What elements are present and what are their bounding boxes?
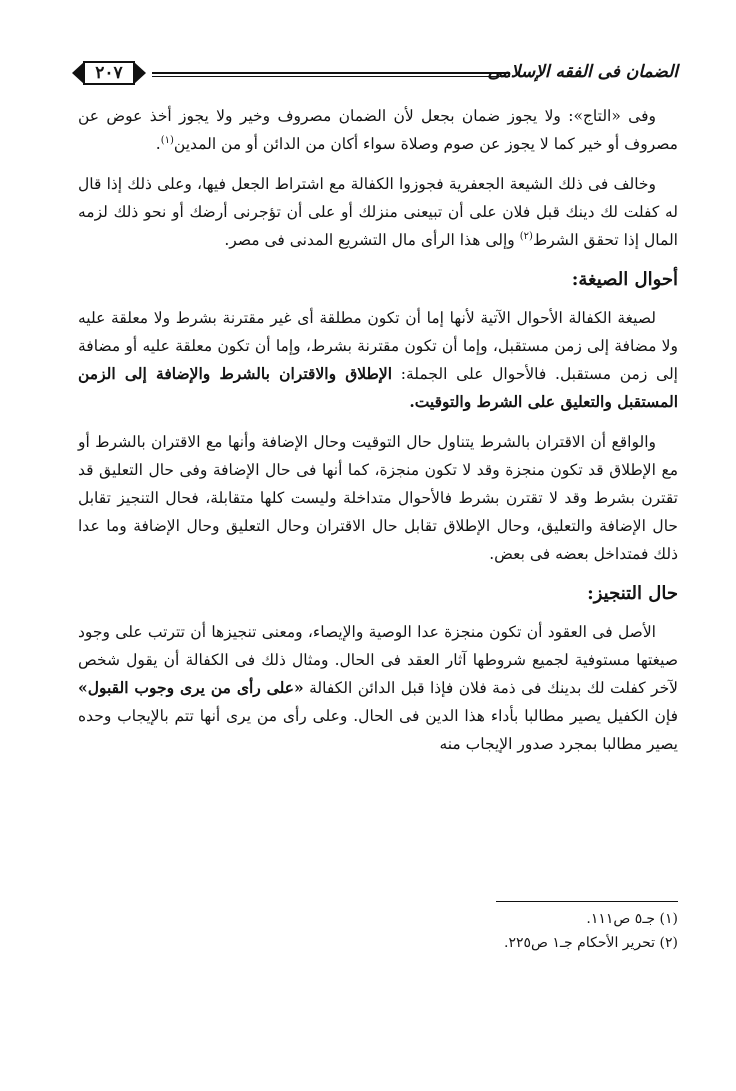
paragraph-text: وخالف فى ذلك الشيعة الجعفرية فجوزوا الكفالة مع اشتراط الجعل فيها، وعلى ذلك إذا قال له كفلت لك دينك قبل فلان على أن تبيعنى منزلك أو على أن تؤجرنى أرضك أو نحو ذلك لزمه المال إذا تحقق الشرط xyxy=(78,175,678,249)
page-number-frame xyxy=(70,60,148,86)
section-heading-formula-states: أحوال الصيغة: xyxy=(571,269,678,290)
footnotes xyxy=(258,907,678,955)
paragraph-origin xyxy=(78,618,678,758)
paragraph-reality: والواقع أن الاقتران بالشرط يتناول حال التوقيت وحال الإضافة وأنها مع الاقتران بالشرط أو مع الإطلاق قد تكون منجزة وقد لا تكون منجزة، كما أنها فى حال الإضافة وفى حال التعليق قد تقترن بشرط وقد لا تقترن بشرط فالأحوال متداخلة وليست كلها متقابلة، فحال التنجيز تقابل حال الإضافة والتعليق، وحال الإطلاق تقابل حال الاقتران وحال التعليق وحال الإضافة وما عدا ذلك فمتداخل بعضه فى بعض. xyxy=(78,433,678,563)
body-text xyxy=(78,102,678,770)
running-header xyxy=(70,58,682,92)
paragraph-states xyxy=(78,304,678,416)
paragraph-bold-text: «على رأى من يرى وجوب القبول» xyxy=(78,678,304,697)
paragraph-text: لصيغة الكفالة الأحوال الآتية لأنها إما أن تكون مطلقة أى غير مقترنة بشرط ولا معلقة عليه ولا مضافة إلى زمن مستقبل، وإما أن تكون مقترنة بشرط، وإما أن تكون معلقة عليه أو مضافة إلى زمن مستقبل. فالأحوال على الجملة: xyxy=(78,309,678,383)
paragraph-tail: وإلى هذا الرأى مال التشريع المدنى فى مصر. xyxy=(224,231,520,249)
footnote-2: (٢) تحرير الأحكام جـ١ ص٢٢٥. xyxy=(504,935,678,951)
paragraph-taj xyxy=(78,102,678,158)
section-heading-immediacy: حال التنجيز: xyxy=(587,583,678,604)
paragraph-shia xyxy=(78,170,678,254)
footnote-ref-2: (٢) xyxy=(519,230,533,242)
paragraph-tail: فإن الكفيل يصير مطالبا بأداء هذا الدين فى الحال. وعلى رأى من يرى أنها تتم بالإيجاب وحده يصير مطالبا بمجرد صدور الإيجاب منه xyxy=(78,707,678,753)
page-number: ٢٠٧ xyxy=(95,63,123,83)
paragraph-text: وفى «التاج»: ولا يجوز ضمان بجعل لأن الضمان مصروف وخير ولا يجوز أخذ عوض عن مصروف أو خير كما لا يجوز عن صوم وصلاة سواء أكان من الدائن أو من المدين xyxy=(78,107,678,153)
footnote-rule xyxy=(496,901,678,902)
footnote-1: (١) جـ٥ ص١١١. xyxy=(586,911,678,927)
book-title: الضمان فى الفقه الإسلامى xyxy=(487,62,678,82)
header-rule xyxy=(152,72,510,77)
footnote-ref-1: (١) xyxy=(160,134,174,146)
paragraph-text: الأصل فى العقود أن تكون منجزة عدا الوصية والإيصاء، ومعنى تنجيزها أن تترتب على وجود صيغتها مستوفية لجميع شروطها آثار العقد فى الحال. ومثال ذلك فى الكفالة أن يقول شخص لآخر كفلت لك بدينك فى ذمة فلان فإذا قبل الدائن الكفالة xyxy=(78,623,678,697)
paragraph-tail: . xyxy=(155,135,161,153)
paragraph-bold-text: الإطلاق والاقتران بالشرط والإضافة إلى الزمن المستقبل والتعليق على الشرط والتوقيت. xyxy=(78,364,678,411)
